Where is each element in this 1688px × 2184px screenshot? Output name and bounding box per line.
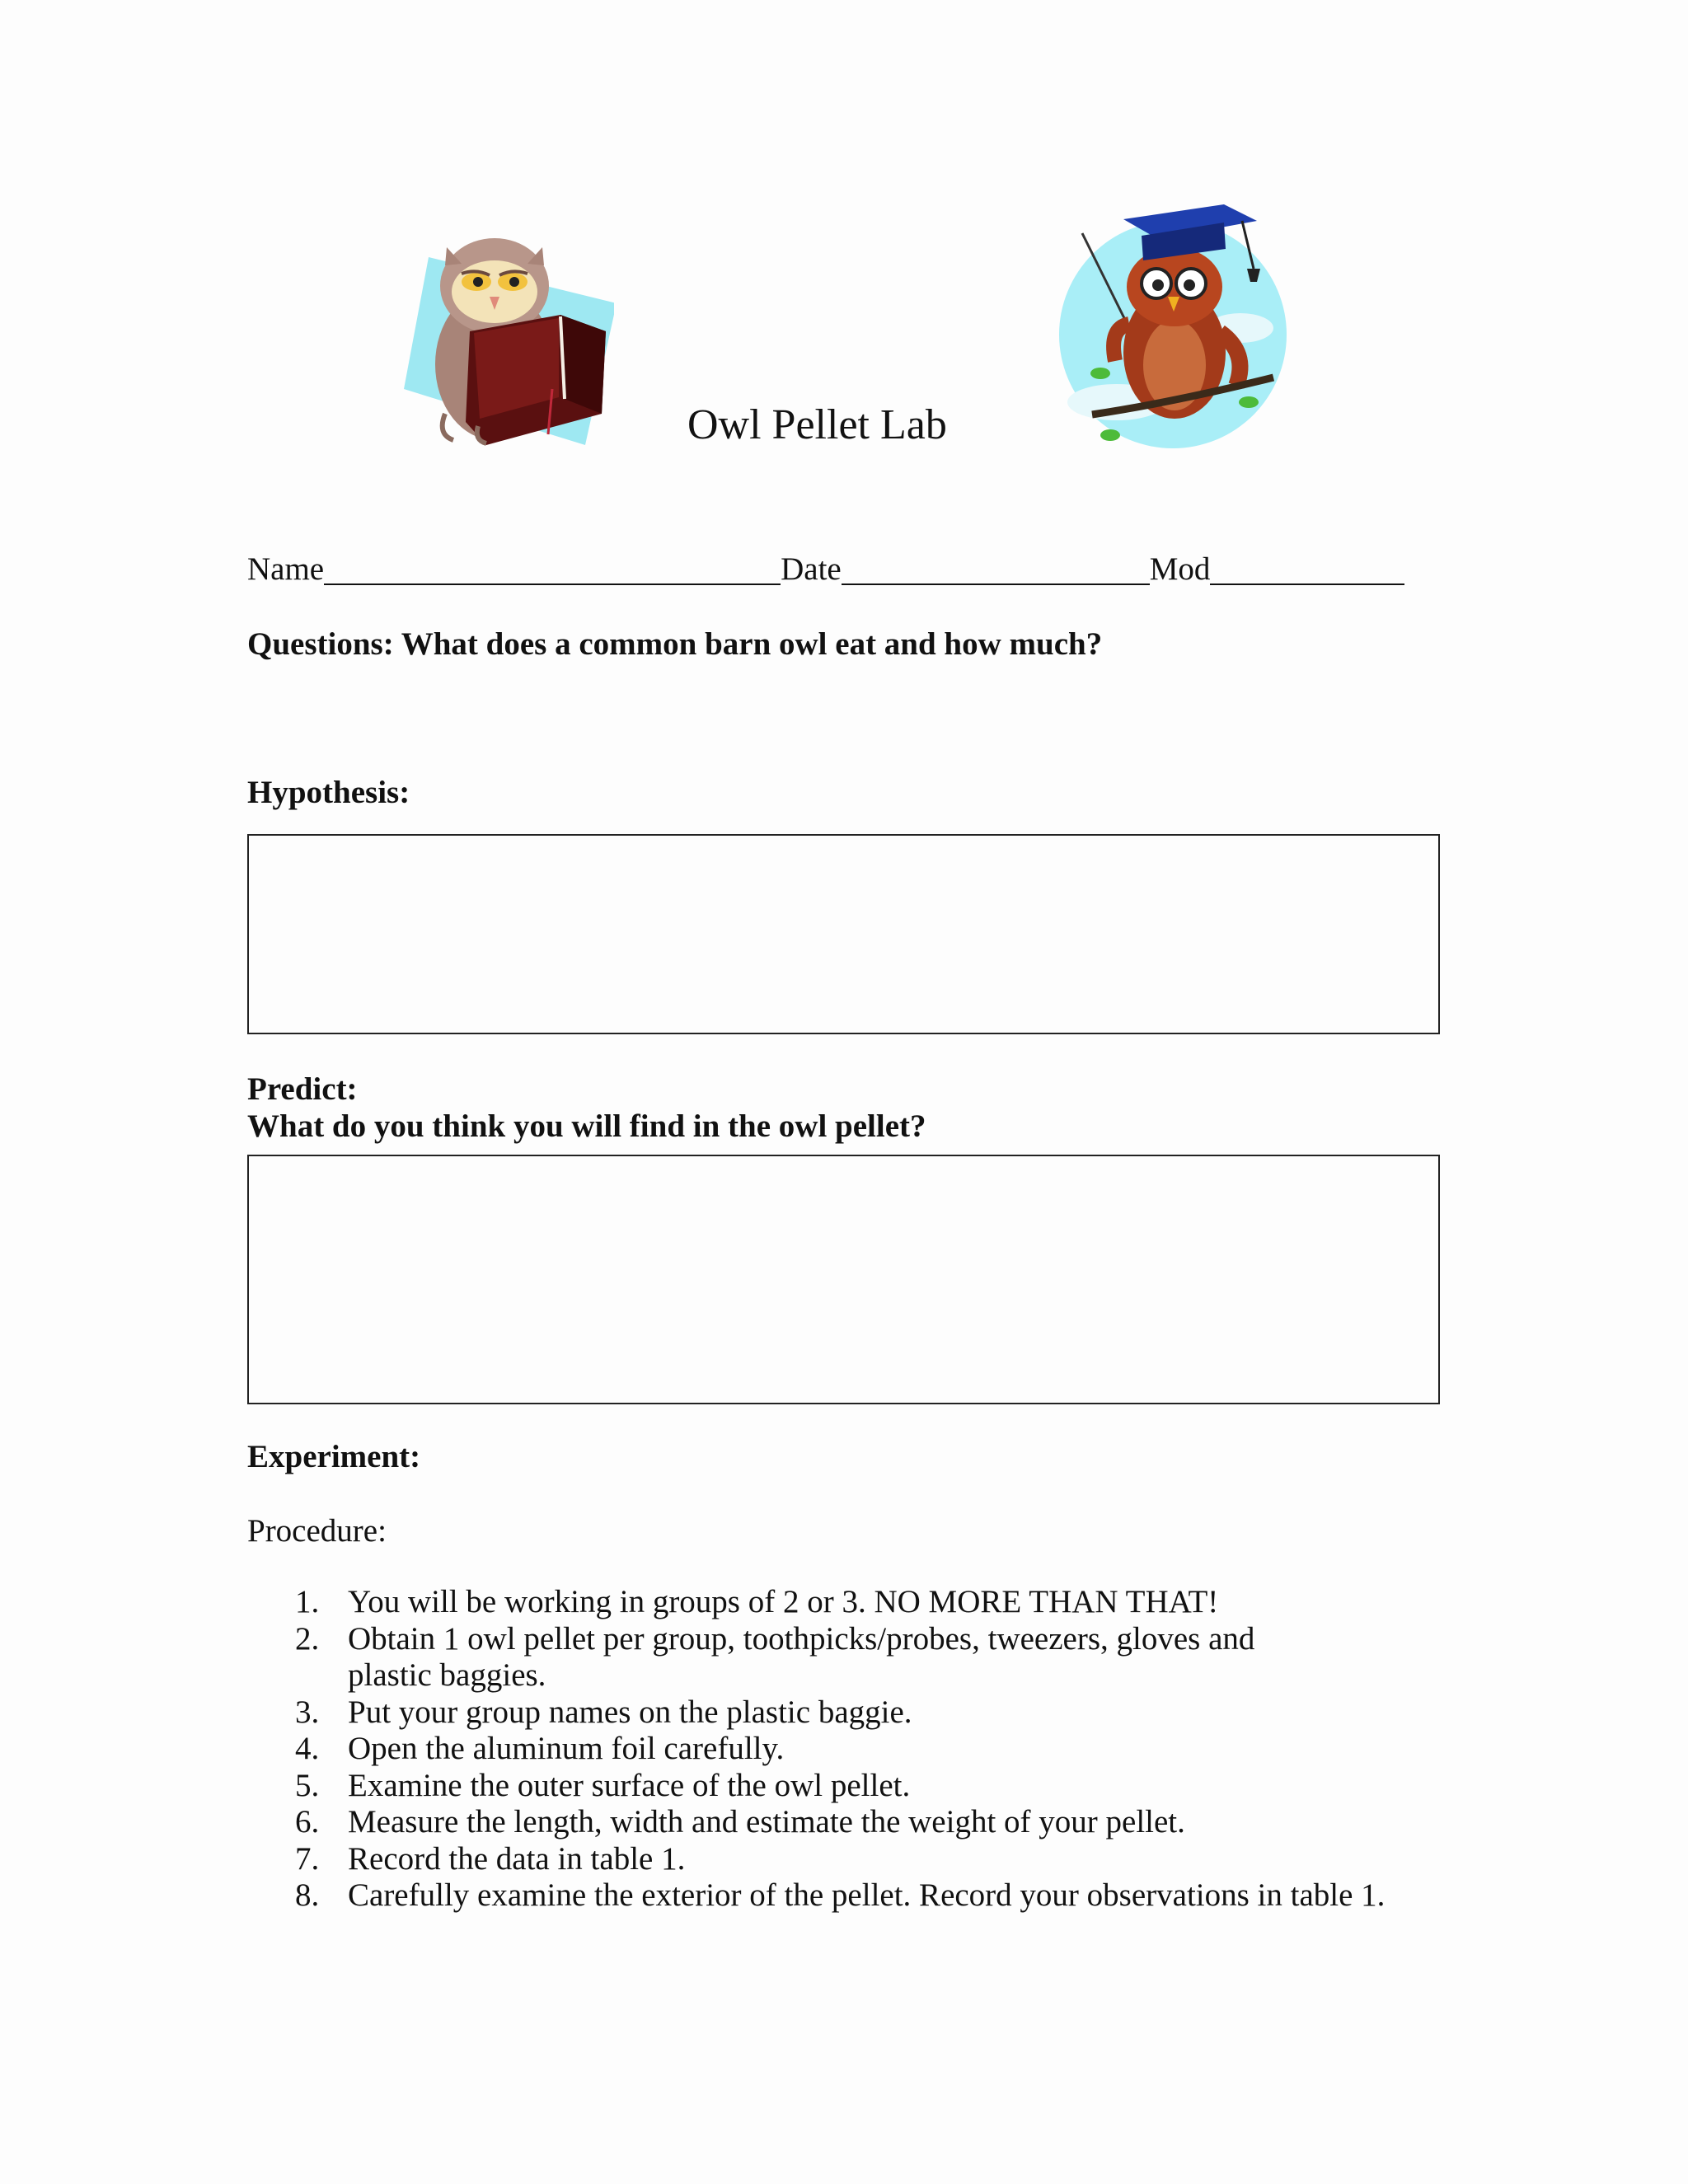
graduate-owl-image (1051, 196, 1294, 452)
procedure-step (247, 1694, 1434, 1732)
predict-heading: Predict: (247, 1071, 358, 1107)
hypothesis-heading: Hypothesis: (247, 775, 410, 810)
step-number: 5. (295, 1767, 320, 1803)
name-label: Name (247, 551, 325, 587)
procedure-step (247, 1841, 1434, 1878)
procedure-step (247, 1877, 1434, 1915)
step-number: 1. (295, 1584, 320, 1619)
step-text: Examine the outer surface of the owl pellet. (348, 1767, 911, 1803)
step-text: Obtain 1 owl pellet per group, toothpicks/probes, tweezers, gloves and plastic baggies. (348, 1620, 1255, 1693)
step-text: Measure the length, width and estimate the weight of your pellet. (348, 1804, 1185, 1840)
step-text: Open the aluminum foil carefully. (348, 1731, 785, 1766)
step-number: 3. (295, 1694, 320, 1730)
date-label: Date (781, 551, 842, 587)
predict-question: What do you think you will find in the owl pellet? (247, 1108, 926, 1144)
reading-owl-image (396, 224, 614, 447)
procedure-step (247, 1768, 1434, 1805)
step-number: 2. (295, 1620, 320, 1657)
procedure-list (247, 1584, 1434, 1915)
step-text: You will be working in groups of 2 or 3. NO MORE THAN THAT! (348, 1584, 1219, 1619)
procedure-step (247, 1731, 1434, 1768)
step-text: Carefully examine the exterior of the pellet. Record your observations in table 1. (348, 1877, 1386, 1913)
step-number: 4. (295, 1731, 320, 1766)
procedure-step (247, 1584, 1434, 1621)
procedure-step (247, 1804, 1434, 1841)
mod-blank[interactable] (1210, 552, 1404, 585)
step-number: 6. (295, 1804, 320, 1840)
mod-label: Mod (1149, 551, 1211, 587)
date-blank[interactable] (842, 552, 1150, 585)
step-text: Record the data in table 1. (348, 1840, 686, 1877)
procedure-label: Procedure: (247, 1513, 387, 1549)
step-number: 7. (295, 1840, 320, 1877)
name-blank[interactable] (324, 552, 781, 585)
step-text: Put your group names on the plastic baggie. (348, 1694, 912, 1730)
page-title: Owl Pellet Lab (687, 401, 947, 448)
question-heading: Questions: What does a common barn owl eat and how much? (247, 626, 1103, 662)
prediction-answer-box[interactable] (247, 1155, 1440, 1404)
experiment-heading: Experiment: (247, 1439, 421, 1474)
step-number: 8. (295, 1877, 320, 1913)
procedure-step (247, 1621, 1434, 1694)
student-info-line (247, 552, 1404, 585)
hypothesis-answer-box[interactable] (247, 834, 1440, 1034)
